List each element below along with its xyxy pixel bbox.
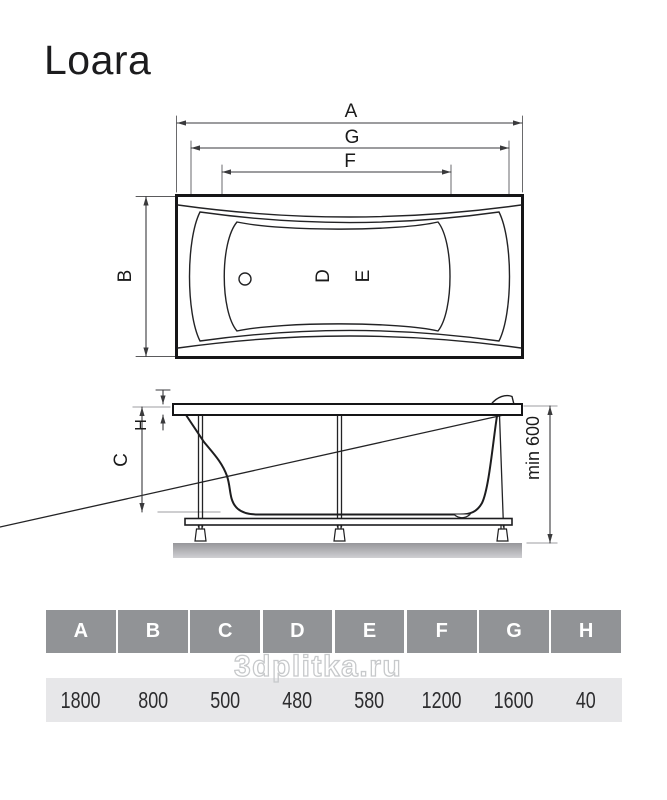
dim-label-A: A bbox=[344, 101, 358, 122]
dim-label-min-600: min 600 bbox=[523, 415, 543, 481]
dim-label-C: C bbox=[111, 453, 132, 467]
bottom-frame-bar bbox=[185, 519, 512, 526]
page-title: Loara bbox=[44, 37, 152, 83]
table-header-cell: B bbox=[118, 610, 188, 653]
frame-legs bbox=[0, 415, 504, 527]
table-value-cell bbox=[46, 678, 116, 722]
value-G: 1600 bbox=[494, 686, 534, 713]
dim-label-B: B bbox=[115, 269, 136, 283]
table-value-cell bbox=[263, 678, 333, 722]
top-view bbox=[115, 101, 523, 358]
dim-label-D: D bbox=[313, 269, 334, 283]
table-value-cell bbox=[118, 678, 188, 722]
table-header-cell: F bbox=[407, 610, 477, 653]
table-header-cell: A bbox=[46, 610, 116, 653]
table-value-cell bbox=[190, 678, 260, 722]
dim-label-E: E bbox=[353, 269, 374, 283]
dim-label-H: H bbox=[133, 419, 150, 431]
table-value-row bbox=[46, 678, 622, 722]
value-D: 480 bbox=[282, 686, 313, 713]
table-header-cell: D bbox=[263, 610, 333, 653]
tub-outer-rim bbox=[177, 196, 523, 358]
value-C: 500 bbox=[210, 686, 241, 713]
value-H: 40 bbox=[576, 686, 597, 713]
table-value-cell bbox=[551, 678, 621, 722]
value-F: 1200 bbox=[421, 686, 462, 713]
table-header-cell: H bbox=[551, 610, 621, 653]
table-value-cell bbox=[479, 678, 549, 722]
drain-outlet bbox=[454, 515, 470, 518]
table-header-row bbox=[46, 610, 622, 653]
dim-label-F: F bbox=[344, 151, 356, 172]
ground bbox=[173, 543, 522, 558]
value-E: 580 bbox=[354, 686, 385, 713]
table-value-cell bbox=[335, 678, 405, 722]
value-A: 1800 bbox=[60, 686, 101, 713]
rim-flange bbox=[173, 404, 522, 415]
side-view bbox=[0, 390, 557, 558]
table-value-cell bbox=[407, 678, 477, 722]
site-watermark: 3dplitka.ru bbox=[234, 650, 403, 683]
table-header-cell: C bbox=[190, 610, 260, 653]
table-header-cell: G bbox=[479, 610, 549, 653]
value-B: 800 bbox=[138, 686, 168, 713]
adjustable-feet bbox=[195, 525, 508, 541]
drain-hole bbox=[239, 273, 251, 285]
dim-label-G: G bbox=[344, 127, 360, 148]
table-header-cell: E bbox=[335, 610, 405, 653]
